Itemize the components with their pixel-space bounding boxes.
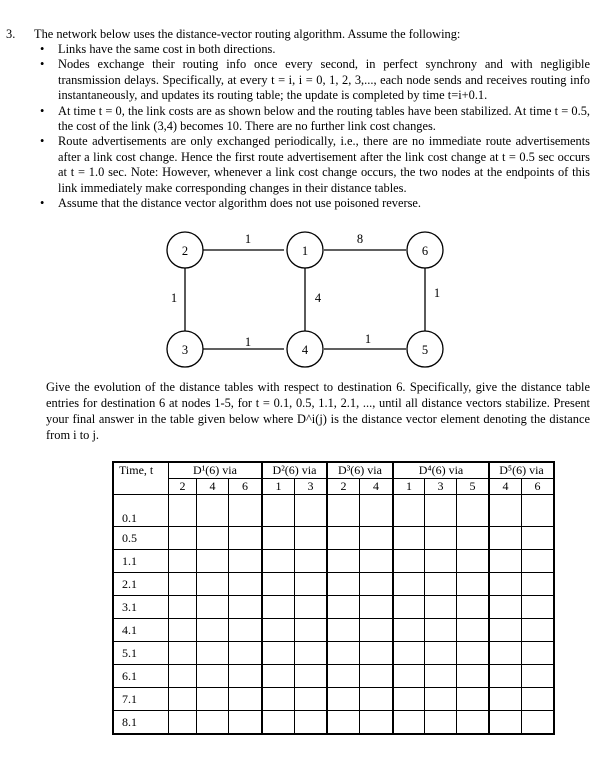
answer-cell-d4-via-3[interactable] <box>425 688 457 711</box>
answer-cell-d2-via-1[interactable] <box>262 619 295 642</box>
table-row <box>113 688 554 711</box>
node-label: 1 <box>301 244 309 258</box>
answer-cell-d1-via-6[interactable] <box>229 642 263 665</box>
answer-cell-d4-via-1[interactable] <box>393 596 425 619</box>
table-row <box>113 550 554 573</box>
edge-cost-3-4: 1 <box>244 335 252 349</box>
answer-cell-d4-via-3[interactable] <box>425 527 457 550</box>
answer-cell-d3-via-2[interactable] <box>327 596 360 619</box>
time-cell: 0.5 <box>113 527 169 550</box>
answer-cell-d4-via-5[interactable] <box>457 596 490 619</box>
answer-cell-d3-via-4[interactable] <box>360 550 394 573</box>
answer-cell-d4-via-3[interactable] <box>425 573 457 596</box>
assumption-text: Links have the same cost in both directions. <box>58 42 276 56</box>
group-header-d2: D²(6) via <box>262 462 327 479</box>
via-header-3-2: 2 <box>327 479 360 495</box>
answer-cell-d3-via-2[interactable] <box>327 665 360 688</box>
answer-cell-d2-via-1[interactable] <box>262 596 295 619</box>
bullet-icon: • <box>40 57 45 72</box>
answer-cell-d5-via-4[interactable] <box>489 550 522 573</box>
answer-cell-d1-via-6[interactable] <box>229 550 263 573</box>
answer-cell-d3-via-4[interactable] <box>360 688 394 711</box>
answer-cell-d4-via-1[interactable] <box>393 619 425 642</box>
answer-cell-d1-via-6[interactable] <box>229 573 263 596</box>
answer-cell-d5-via-4[interactable] <box>489 495 522 527</box>
answer-cell-d1-via-4[interactable] <box>197 573 229 596</box>
answer-cell-d2-via-1[interactable] <box>262 573 295 596</box>
answer-cell-d2-via-1[interactable] <box>262 711 295 735</box>
table-row <box>113 527 554 550</box>
answer-cell-d1-via-4[interactable] <box>197 619 229 642</box>
node-2 <box>167 232 203 268</box>
group-header-d3: D³(6) via <box>327 462 393 479</box>
question-number: 3. <box>6 27 16 41</box>
group-header-d5: D⁵(6) via <box>489 462 554 479</box>
answer-cell-d3-via-4[interactable] <box>360 596 394 619</box>
answer-cell-d3-via-2[interactable] <box>327 527 360 550</box>
answer-cell-d4-via-3[interactable] <box>425 665 457 688</box>
answer-cell-d4-via-5[interactable] <box>457 573 490 596</box>
time-header: Time, t <box>113 462 169 495</box>
answer-cell-d4-via-3[interactable] <box>425 550 457 573</box>
edge-cost-1-4: 4 <box>314 291 322 305</box>
answer-cell-d3-via-2[interactable] <box>327 495 360 527</box>
answer-cell-d1-via-6[interactable] <box>229 688 263 711</box>
answer-cell-d4-via-3[interactable] <box>425 495 457 527</box>
answer-cell-d4-via-3[interactable] <box>425 711 457 735</box>
table-row <box>113 495 554 527</box>
answer-cell-d5-via-6[interactable] <box>522 688 555 711</box>
time-cell: 0.1 <box>113 495 169 527</box>
answer-cell-d1-via-2[interactable] <box>169 642 197 665</box>
node-5 <box>407 331 443 367</box>
answer-cell-d3-via-4[interactable] <box>360 642 394 665</box>
instructions: Give the evolution of the distance tables with respect to destination 6. Specifically, give the distance table entries for destination 6 at nodes 1-5, for t = 0.1, 0.5, 1.1, 2.1, ..., until all distance vectors stabilize. Present your final answer in the table given below where D^i(j) is the distance vector element denoting the distance from i to j. <box>46 380 590 442</box>
node-6 <box>407 232 443 268</box>
via-header-5-4: 4 <box>489 479 522 495</box>
via-header-4-1: 1 <box>393 479 425 495</box>
edge-cost-2-3: 1 <box>170 291 178 305</box>
bullet-icon: • <box>40 42 45 56</box>
answer-cell-d5-via-6[interactable] <box>522 665 555 688</box>
node-1 <box>287 232 323 268</box>
answer-cell-d3-via-2[interactable] <box>327 642 360 665</box>
answer-cell-d2-via-3[interactable] <box>295 550 328 573</box>
answer-cell-d3-via-4[interactable] <box>360 573 394 596</box>
answer-cell-d4-via-1[interactable] <box>393 550 425 573</box>
answer-cell-d2-via-1[interactable] <box>262 688 295 711</box>
answer-cell-d2-via-1[interactable] <box>262 495 295 527</box>
answer-cell-d1-via-2[interactable] <box>169 665 197 688</box>
assumption-text: Route advertisements are only exchanged periodically, i.e., there are no immediate route advertisements after a link cost change. Hence the first route advertisement after the link cost change at t = 0.5 sec occurs at t = 1.0 sec. Note: However, whenever a link cost change occurs, the two nodes at the endpoints of this link immediately make corresponding changes in their distance tables. <box>58 134 590 195</box>
answer-cell-d4-via-5[interactable] <box>457 550 490 573</box>
answer-cell-d4-via-5[interactable] <box>457 495 490 527</box>
answer-cell-d4-via-3[interactable] <box>425 642 457 665</box>
answer-cell-d3-via-4[interactable] <box>360 527 394 550</box>
answer-cell-d5-via-6[interactable] <box>522 527 555 550</box>
answer-cell-d1-via-4[interactable] <box>197 642 229 665</box>
answer-cell-d2-via-3[interactable] <box>295 619 328 642</box>
table-row <box>113 596 554 619</box>
answer-cell-d4-via-5[interactable] <box>457 619 490 642</box>
answer-cell-d5-via-4[interactable] <box>489 642 522 665</box>
answer-cell-d1-via-2[interactable] <box>169 688 197 711</box>
answer-cell-d4-via-1[interactable] <box>393 665 425 688</box>
group-header-d1: D¹(6) via <box>169 462 263 479</box>
answer-cell-d5-via-4[interactable] <box>489 527 522 550</box>
answer-cell-d2-via-1[interactable] <box>262 642 295 665</box>
answer-cell-d4-via-1[interactable] <box>393 495 425 527</box>
answer-cell-d1-via-2[interactable] <box>169 619 197 642</box>
answer-cell-d3-via-2[interactable] <box>327 688 360 711</box>
time-cell: 3.1 <box>113 596 169 619</box>
answer-cell-d5-via-4[interactable] <box>489 573 522 596</box>
answer-cell-d3-via-4[interactable] <box>360 665 394 688</box>
answer-cell-d5-via-6[interactable] <box>522 711 555 735</box>
via-header-1-4: 4 <box>197 479 229 495</box>
node-label: 6 <box>421 244 429 258</box>
table-row <box>113 665 554 688</box>
answer-cell-d5-via-6[interactable] <box>522 642 555 665</box>
table-header-row <box>113 462 554 479</box>
answer-cell-d3-via-2[interactable] <box>327 619 360 642</box>
answer-cell-d1-via-2[interactable] <box>169 596 197 619</box>
answer-cell-d1-via-4[interactable] <box>197 711 229 735</box>
answer-cell-d2-via-3[interactable] <box>295 495 328 527</box>
time-cell: 2.1 <box>113 573 169 596</box>
answer-cell-d1-via-6[interactable] <box>229 596 263 619</box>
time-cell: 7.1 <box>113 688 169 711</box>
node-label: 2 <box>181 244 189 258</box>
node-3 <box>167 331 203 367</box>
answer-cell-d4-via-5[interactable] <box>457 527 490 550</box>
distance-table <box>112 461 555 735</box>
time-cell: 4.1 <box>113 619 169 642</box>
via-header-3-4: 4 <box>360 479 394 495</box>
edge-cost-4-5: 1 <box>364 332 372 346</box>
answer-cell-d4-via-3[interactable] <box>425 619 457 642</box>
answer-cell-d2-via-1[interactable] <box>262 527 295 550</box>
answer-cell-d2-via-3[interactable] <box>295 596 328 619</box>
time-cell: 8.1 <box>113 711 169 735</box>
answer-cell-d1-via-2[interactable] <box>169 711 197 735</box>
answer-cell-d1-via-2[interactable] <box>169 573 197 596</box>
answer-cell-d5-via-4[interactable] <box>489 619 522 642</box>
answer-cell-d4-via-3[interactable] <box>425 596 457 619</box>
question-intro: The network below uses the distance-vector routing algorithm. Assume the following: <box>34 27 461 41</box>
answer-cell-d1-via-6[interactable] <box>229 711 263 735</box>
answer-cell-d5-via-6[interactable] <box>522 596 555 619</box>
answer-cell-d2-via-3[interactable] <box>295 573 328 596</box>
assumption-text: Nodes exchange their routing info once every second, in perfect synchrony and with negligible transmission delays. Specifically, at every t = i, i = 0, 1, 2, 3,..., each node sends and receives routing info instantaneously, and updates its routing table; the update is completed by time t=i+0.1. <box>58 57 590 103</box>
answer-cell-d2-via-3[interactable] <box>295 665 328 688</box>
answer-cell-d5-via-6[interactable] <box>522 495 555 527</box>
answer-cell-d2-via-3[interactable] <box>295 642 328 665</box>
answer-cell-d2-via-3[interactable] <box>295 688 328 711</box>
table-row <box>113 642 554 665</box>
answer-cell-d1-via-2[interactable] <box>169 527 197 550</box>
answer-cell-d5-via-4[interactable] <box>489 665 522 688</box>
answer-cell-d1-via-2[interactable] <box>169 495 197 527</box>
time-cell: 5.1 <box>113 642 169 665</box>
answer-cell-d3-via-2[interactable] <box>327 550 360 573</box>
bullet-icon: • <box>40 196 45 211</box>
answer-cell-d3-via-2[interactable] <box>327 711 360 735</box>
answer-cell-d3-via-4[interactable] <box>360 495 394 527</box>
edge-cost-6-5: 1 <box>433 286 441 300</box>
answer-cell-d4-via-1[interactable] <box>393 642 425 665</box>
via-header-4-3: 3 <box>425 479 457 495</box>
via-header-2-3: 3 <box>295 479 328 495</box>
assumption-text: At time t = 0, the link costs are as shown below and the routing tables have been stabilized. At time t = 0.5, the cost of the link (3,4) becomes 10. There are no further link cost changes. <box>58 103 590 134</box>
answer-cell-d1-via-4[interactable] <box>197 665 229 688</box>
via-header-1-6: 6 <box>229 479 263 495</box>
answer-cell-d1-via-6[interactable] <box>229 495 263 527</box>
answer-cell-d5-via-4[interactable] <box>489 596 522 619</box>
answer-cell-d3-via-2[interactable] <box>327 573 360 596</box>
via-header-5-6: 6 <box>522 479 555 495</box>
answer-cell-d5-via-4[interactable] <box>489 688 522 711</box>
answer-cell-d5-via-6[interactable] <box>522 550 555 573</box>
answer-cell-d1-via-4[interactable] <box>197 550 229 573</box>
time-cell: 1.1 <box>113 550 169 573</box>
answer-cell-d4-via-1[interactable] <box>393 711 425 735</box>
answer-cell-d1-via-4[interactable] <box>197 688 229 711</box>
time-cell: 6.1 <box>113 665 169 688</box>
answer-cell-d1-via-2[interactable] <box>169 550 197 573</box>
answer-cell-d4-via-1[interactable] <box>393 573 425 596</box>
edge-cost-1-6: 8 <box>356 232 364 246</box>
answer-cell-d1-via-4[interactable] <box>197 495 229 527</box>
via-header-1-2: 2 <box>169 479 197 495</box>
answer-cell-d2-via-1[interactable] <box>262 665 295 688</box>
table-row <box>113 573 554 596</box>
answer-cell-d3-via-4[interactable] <box>360 619 394 642</box>
answer-cell-d1-via-6[interactable] <box>229 527 263 550</box>
answer-cell-d4-via-1[interactable] <box>393 527 425 550</box>
answer-cell-d1-via-4[interactable] <box>197 596 229 619</box>
bullet-icon: • <box>40 103 45 118</box>
group-header-d4: D⁴(6) via <box>393 462 489 479</box>
answer-cell-d4-via-1[interactable] <box>393 688 425 711</box>
answer-cell-d5-via-6[interactable] <box>522 573 555 596</box>
answer-cell-d4-via-5[interactable] <box>457 642 490 665</box>
answer-cell-d3-via-4[interactable] <box>360 711 394 735</box>
answer-cell-d1-via-4[interactable] <box>197 527 229 550</box>
assumption-text: Assume that the distance vector algorithm does not use poisoned reverse. <box>58 196 422 211</box>
via-header-2-1: 1 <box>262 479 295 495</box>
table-row <box>113 711 554 735</box>
table-row <box>113 619 554 642</box>
answer-cell-d4-via-5[interactable] <box>457 688 490 711</box>
via-header-4-5: 5 <box>457 479 490 495</box>
node-label: 4 <box>301 343 309 357</box>
answer-cell-d2-via-3[interactable] <box>295 527 328 550</box>
bullet-icon: • <box>40 134 45 149</box>
edge-cost-2-1: 1 <box>244 232 252 246</box>
answer-cell-d2-via-1[interactable] <box>262 550 295 573</box>
node-label: 5 <box>421 343 429 357</box>
node-label: 3 <box>181 343 189 357</box>
node-4 <box>287 331 323 367</box>
answer-cell-d4-via-5[interactable] <box>457 665 490 688</box>
answer-cell-d1-via-6[interactable] <box>229 665 263 688</box>
answer-cell-d5-via-4[interactable] <box>489 711 522 735</box>
answer-cell-d2-via-3[interactable] <box>295 711 328 735</box>
answer-cell-d4-via-5[interactable] <box>457 711 490 735</box>
via-header-row <box>113 479 554 495</box>
answer-cell-d5-via-6[interactable] <box>522 619 555 642</box>
answer-cell-d1-via-6[interactable] <box>229 619 263 642</box>
